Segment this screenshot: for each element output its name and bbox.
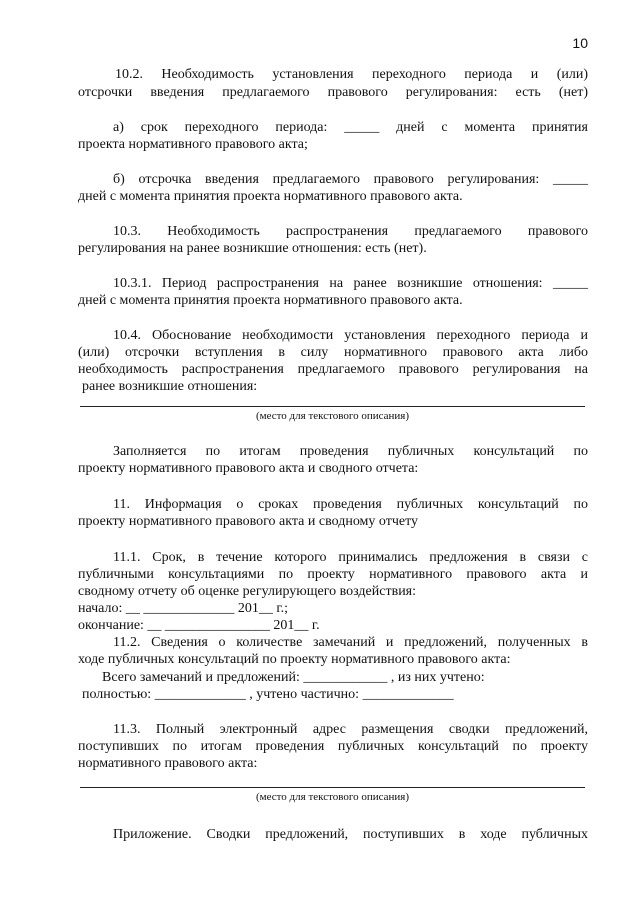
para-10-2-line-1: 10.2. Необходимость установления переходного периода и (или): [115, 67, 588, 82]
para-10-4-line-1: 10.4. Обоснование необходимости установления переходного периода и: [113, 328, 588, 343]
text-description-line-2: [80, 787, 585, 788]
para-10-2-line-2: отсрочки введения предлагаемого правового регулирования: есть (нет): [78, 85, 588, 100]
para-11-2-line-1: 11.2. Сведения о количестве замечаний и предложений, полученных в: [113, 635, 588, 650]
para-10-3-1-line-2: дней с момента принятия проекта нормативного правового акта.: [78, 293, 463, 308]
appendix-line: Приложение. Сводки предложений, поступивших в ходе публичных: [113, 827, 588, 842]
para-11-3-line-3: нормативного правового акта:: [78, 756, 258, 771]
start-date-line: начало: __ _____________ 201__ г.;: [78, 601, 288, 616]
para-10-3-line-2: регулирования на ранее возникшие отношения: есть (нет).: [78, 241, 427, 256]
para-11-2-line-2: ходе публичных консультаций по проекту нормативного правового акта:: [78, 652, 511, 667]
total-remarks-line: Всего замечаний и предложений: ____________ , из них учтено:: [102, 670, 485, 685]
para-a-line-2: проекта нормативного правового акта;: [78, 137, 308, 152]
text-description-line-1: [80, 406, 585, 407]
para-10-4-line-2: (или) отсрочки вступления в силу нормативного правового акта либо: [78, 345, 588, 360]
para-b-line-1: б) отсрочка введения предлагаемого правового регулирования: _____: [113, 172, 588, 187]
page-number: 10: [572, 35, 588, 51]
caption-text-place-2: (место для текстового описания): [255, 791, 410, 803]
para-10-4-line-3: необходимость распространения предлагаемого правового регулирования на: [78, 362, 588, 377]
para-10-3-line-1: 10.3. Необходимость распространения предлагаемого правового: [113, 224, 588, 239]
end-date-line: окончание: __ _______________ 201__ г.: [78, 618, 320, 633]
para-10-4-line-4: ранее возникшие отношения:: [82, 379, 258, 394]
para-10-3-1-line-1: 10.3.1. Период распространения на ранее возникшие отношения: _____: [113, 276, 588, 291]
para-11-line-1: 11. Информация о сроках проведения публичных консультаций по: [113, 497, 588, 512]
para-a-line-1: а) срок переходного периода: _____ дней с момента принятия: [113, 120, 588, 135]
accepted-remarks-line: полностью: _____________ , учтено частично: _____________: [82, 687, 454, 702]
para-11-3-line-1: 11.3. Полный электронный адрес размещения сводки предложений,: [113, 722, 588, 737]
para-11-1-line-2: публичными консультациями по проекту нормативного правового акта и: [78, 567, 588, 582]
para-11-line-2: проекту нормативного правового акта и сводному отчету: [78, 514, 419, 529]
para-b-line-2: дней с момента принятия проекта нормативного правового акта.: [78, 189, 463, 204]
caption-text-place-1: (место для текстового описания): [255, 410, 410, 422]
para-11-1-line-3: сводному отчету об оценке регулирующего воздействия:: [78, 584, 417, 599]
para-fill-line-1: Заполняется по итогам проведения публичных консультаций по: [113, 444, 588, 459]
para-11-3-line-2: поступивших по итогам проведения публичных консультаций по проекту: [78, 739, 588, 754]
para-11-1-line-1: 11.1. Срок, в течение которого принимались предложения в связи с: [113, 550, 588, 565]
para-fill-line-2: проекту нормативного правового акта и сводного отчета:: [78, 461, 419, 476]
